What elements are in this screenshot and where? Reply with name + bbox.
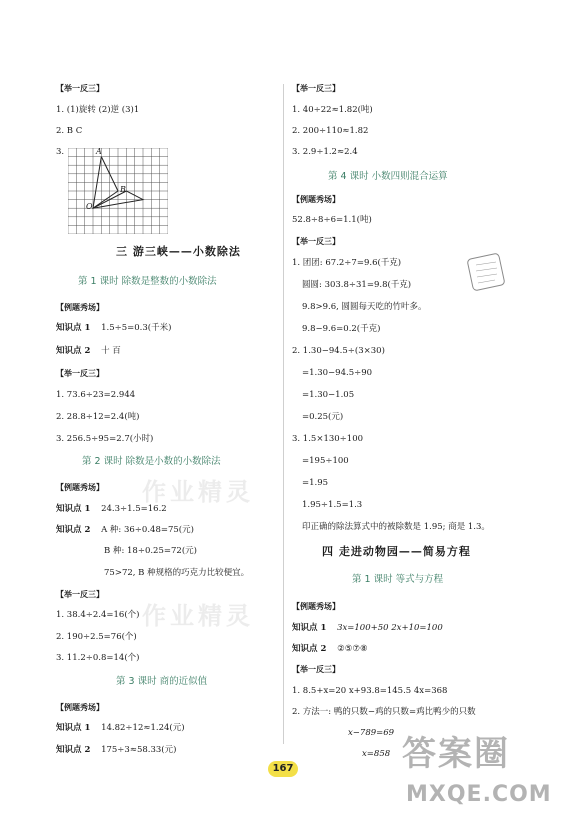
answer-line: 1. 8.5+x=20 x+93.8=145.5 4x=368 bbox=[292, 686, 448, 696]
answer-line: 1. 38.4÷2.4=16(个) bbox=[56, 610, 140, 620]
knowledge-label: 知识点 1 bbox=[292, 623, 327, 633]
answer-line: 印正确的除法算式中的被除数是 1.95; 商是 1.3。 bbox=[302, 522, 490, 532]
watermark-domain: MXQE.COM bbox=[406, 782, 552, 807]
knowledge-text: A 种: 36÷0.48=75(元) bbox=[101, 525, 194, 535]
answer-line: 75>72, B 种规格的巧克力比较便宜。 bbox=[104, 568, 250, 578]
site-watermark bbox=[400, 726, 550, 816]
heading-practice: 【举一反三】 bbox=[56, 590, 104, 599]
heading-examples: 【例题秀场】 bbox=[292, 195, 340, 204]
knowledge-label: 知识点 1 bbox=[56, 723, 91, 733]
answer-line: =0.25(元) bbox=[302, 412, 344, 422]
knowledge-point bbox=[292, 643, 368, 655]
answer-line: 1. 40÷22≈1.82(吨) bbox=[292, 105, 373, 115]
answer-line: 1. (1)旋转 (2)逆 (3)1 bbox=[56, 105, 140, 115]
answer-line: 1.95÷1.5=1.3 bbox=[302, 500, 363, 510]
rotation-grid-figure bbox=[68, 148, 168, 238]
heading-examples: 【例题秀场】 bbox=[292, 602, 340, 611]
section-title: 三 游三峡——小数除法 bbox=[116, 245, 241, 258]
knowledge-point bbox=[56, 744, 176, 756]
section-title: 四 走进动物园——简易方程 bbox=[322, 545, 471, 558]
heading-practice: 【举一反三】 bbox=[56, 84, 104, 93]
answer-line: 2. B C bbox=[56, 126, 83, 136]
answer-line: x−789=69 bbox=[348, 728, 395, 738]
grid-label-a: A bbox=[96, 147, 102, 156]
knowledge-text: 175÷3≈58.33(元) bbox=[101, 745, 177, 755]
answer-line: 3. 256.5÷95=2.7(小时) bbox=[56, 434, 154, 444]
answer-line: 2. 190÷2.5=76(个) bbox=[56, 632, 137, 642]
heading-examples: 【例题秀场】 bbox=[56, 483, 104, 492]
heading-practice: 【举一反三】 bbox=[292, 84, 340, 93]
answer-line: 1. 73.6÷23=2.944 bbox=[56, 390, 136, 400]
knowledge-label: 知识点 1 bbox=[56, 504, 91, 514]
grid-label-b: B bbox=[120, 185, 126, 194]
answer-line: 3. 11.2÷0.8=14(个) bbox=[56, 653, 140, 663]
knowledge-point bbox=[56, 503, 167, 515]
answer-line: =1.30−94.5÷90 bbox=[302, 368, 373, 378]
answer-line: =1.95 bbox=[302, 478, 329, 488]
answer-line: 9.8−9.6=0.2(千克) bbox=[302, 324, 381, 334]
answer-line: 52.8÷8÷6=1.1(吨) bbox=[292, 215, 372, 225]
answer-line: 9.8>9.6, 圆圆每天吃的竹叶多。 bbox=[302, 302, 427, 312]
knowledge-label: 知识点 2 bbox=[56, 745, 91, 755]
knowledge-text: ②⑤⑦⑧ bbox=[337, 644, 368, 654]
knowledge-text: 14.82÷12≈1.24(元) bbox=[101, 723, 185, 733]
knowledge-label: 知识点 1 bbox=[56, 323, 91, 333]
knowledge-text: 十 百 bbox=[101, 346, 121, 356]
column-divider bbox=[283, 84, 284, 744]
heading-practice: 【举一反三】 bbox=[292, 665, 340, 674]
answer-line: =195÷100 bbox=[302, 456, 349, 466]
answer-line: 2. 200÷110≈1.82 bbox=[292, 126, 369, 136]
faint-watermark-text: 作业精灵 bbox=[142, 478, 254, 506]
heading-examples: 【例题秀场】 bbox=[56, 703, 104, 712]
knowledge-label: 知识点 2 bbox=[56, 525, 91, 535]
stamp-seal bbox=[466, 252, 506, 296]
faint-watermark-text-2: 作业精灵 bbox=[142, 602, 254, 630]
answer-line: x=858 bbox=[362, 749, 391, 759]
lesson-title: 第 2 课时 除数是小数的小数除法 bbox=[82, 456, 221, 467]
answer-line: B 种: 18÷0.25=72(元) bbox=[104, 546, 197, 556]
answer-line: 2. 方法一: 鸭的只数−鸡的只数=鸡比鸭少的只数 bbox=[292, 707, 476, 717]
knowledge-text: 1.5÷5=0.3(千米) bbox=[101, 323, 172, 333]
grid-label-o: O bbox=[86, 202, 93, 211]
answer-line: =1.30−1.05 bbox=[302, 390, 355, 400]
lesson-title: 第 3 课时 商的近似值 bbox=[116, 676, 208, 687]
knowledge-point bbox=[56, 345, 121, 357]
answer-line: 2. 1.30−94.5÷(3×30) bbox=[292, 346, 385, 356]
knowledge-label: 知识点 2 bbox=[292, 644, 327, 654]
answer-line: 3. 2.9÷1.2≈2.4 bbox=[292, 147, 358, 157]
knowledge-point bbox=[56, 524, 194, 536]
answer-line: 圆圆: 303.8÷31=9.8(千克) bbox=[302, 280, 412, 290]
answer-line: 1. 团团: 67.2÷7=9.6(千克) bbox=[292, 258, 402, 268]
knowledge-point bbox=[56, 322, 171, 334]
answer-line: 3. 1.5×130÷100 bbox=[292, 434, 364, 444]
lesson-title: 第 1 课时 除数是整数的小数除法 bbox=[78, 276, 217, 287]
answer-line: 2. 28.8÷12=2.4(吨) bbox=[56, 412, 140, 422]
lesson-title: 第 1 课时 等式与方程 bbox=[352, 574, 444, 585]
knowledge-text: 3x=100+50 2x+10=100 bbox=[337, 623, 443, 633]
knowledge-label: 知识点 2 bbox=[56, 346, 91, 356]
answer-line: 3. bbox=[56, 147, 65, 157]
page-number: 167 bbox=[268, 761, 298, 777]
lesson-title: 第 4 课时 小数四则混合运算 bbox=[328, 171, 448, 182]
knowledge-text: 24.3÷1.5=16.2 bbox=[101, 504, 167, 514]
watermark-logo-text: 答案圈 bbox=[402, 734, 510, 774]
heading-practice: 【举一反三】 bbox=[292, 237, 340, 246]
heading-examples: 【例题秀场】 bbox=[56, 303, 104, 312]
knowledge-point bbox=[292, 622, 443, 634]
knowledge-point bbox=[56, 722, 185, 734]
heading-practice: 【举一反三】 bbox=[56, 369, 104, 378]
